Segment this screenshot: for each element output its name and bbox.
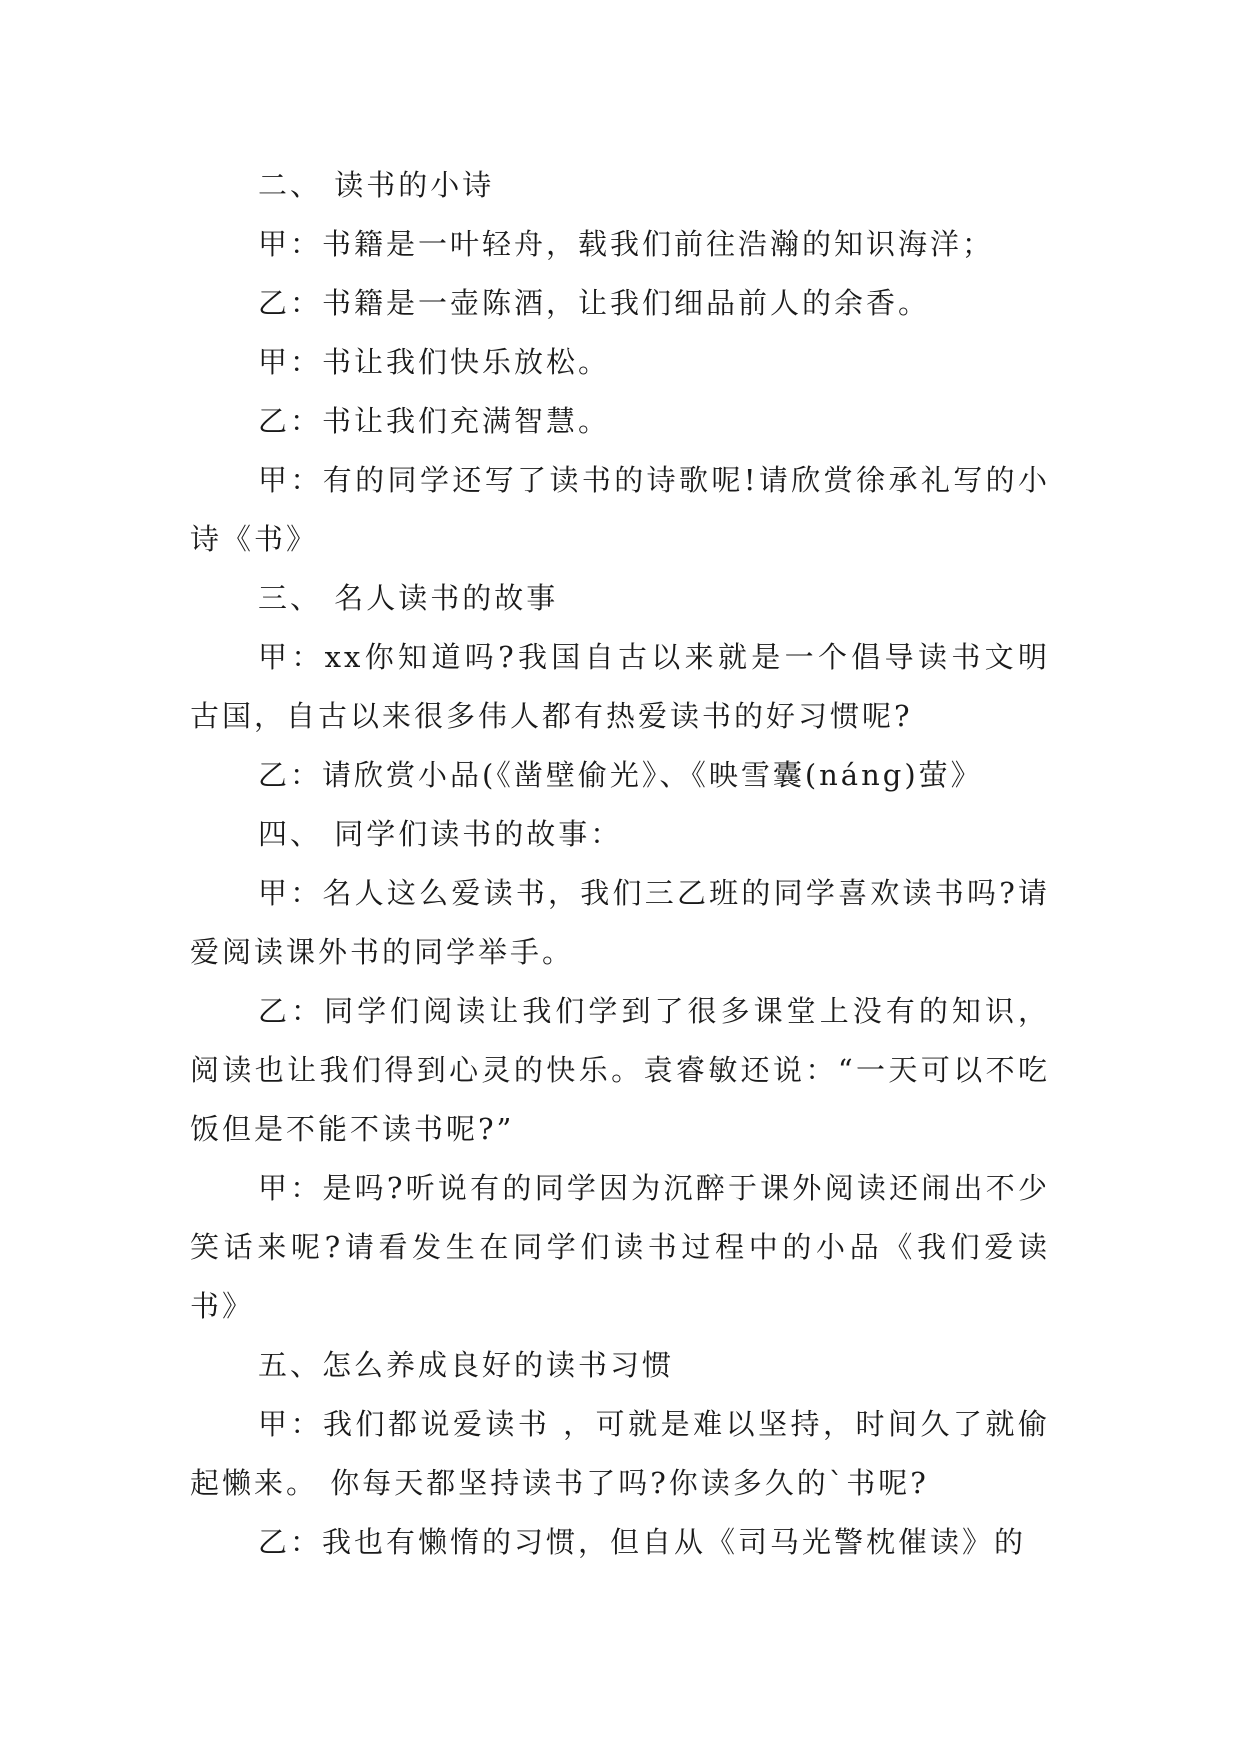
section-heading-reading-poems: 二、 读书的小诗 (258, 168, 495, 202)
dialogue-line: 甲：有的同学还写了读书的诗歌呢!请欣赏徐承礼写的小诗《书》 (190, 463, 1050, 556)
section-heading-classmates-stories: 四、 同学们读书的故事： (258, 817, 623, 851)
dialogue-line: 乙：同学们阅读让我们学到了很多课堂上没有的知识，阅读也让我们得到心灵的快乐。袁睿敏还说：“一天可以不吃饭但是不能不读书呢?” (190, 994, 1050, 1146)
section-heading-famous-readers: 三、 名人读书的故事 (258, 581, 559, 615)
section-heading-reading-habits: 五、怎么养成良好的读书习惯 (258, 1348, 675, 1382)
dialogue-line: 乙：书让我们充满智慧。 (258, 404, 611, 438)
dialogue-line: 乙：请欣赏小品(《凿壁偷光》、《映雪囊(náng)萤》 (258, 758, 983, 792)
dialogue-line: 甲：是吗?听说有的同学因为沉醉于课外阅读还闹出不少笑话来呢?请看发生在同学们读书过程中的小品《我们爱读书》 (190, 1171, 1050, 1323)
dialogue-line: 甲：书让我们快乐放松。 (258, 345, 611, 379)
dialogue-line: 甲：书籍是一叶轻舟，载我们前往浩瀚的知识海洋； (258, 227, 995, 261)
dialogue-line: 乙：书籍是一壶陈酒，让我们细品前人的余香。 (258, 286, 931, 320)
dialogue-line: 甲：名人这么爱读书，我们三乙班的同学喜欢读书吗?请爱阅读课外书的同学举手。 (190, 876, 1050, 969)
dialogue-line: 乙：我也有懒惰的习惯，但自从《司马光警枕催读》的 (258, 1525, 1027, 1559)
dialogue-line: 甲：xx你知道吗?我国自古以来就是一个倡导读书文明古国，自古以来很多伟人都有热爱读书的好习惯呢? (190, 640, 1050, 733)
document-body (190, 156, 1050, 1572)
dialogue-line: 甲：我们都说爱读书 ，可就是难以坚持，时间久了就偷起懒来。 你每天都坚持读书了吗?你读多久的`书呢? (190, 1407, 1050, 1500)
